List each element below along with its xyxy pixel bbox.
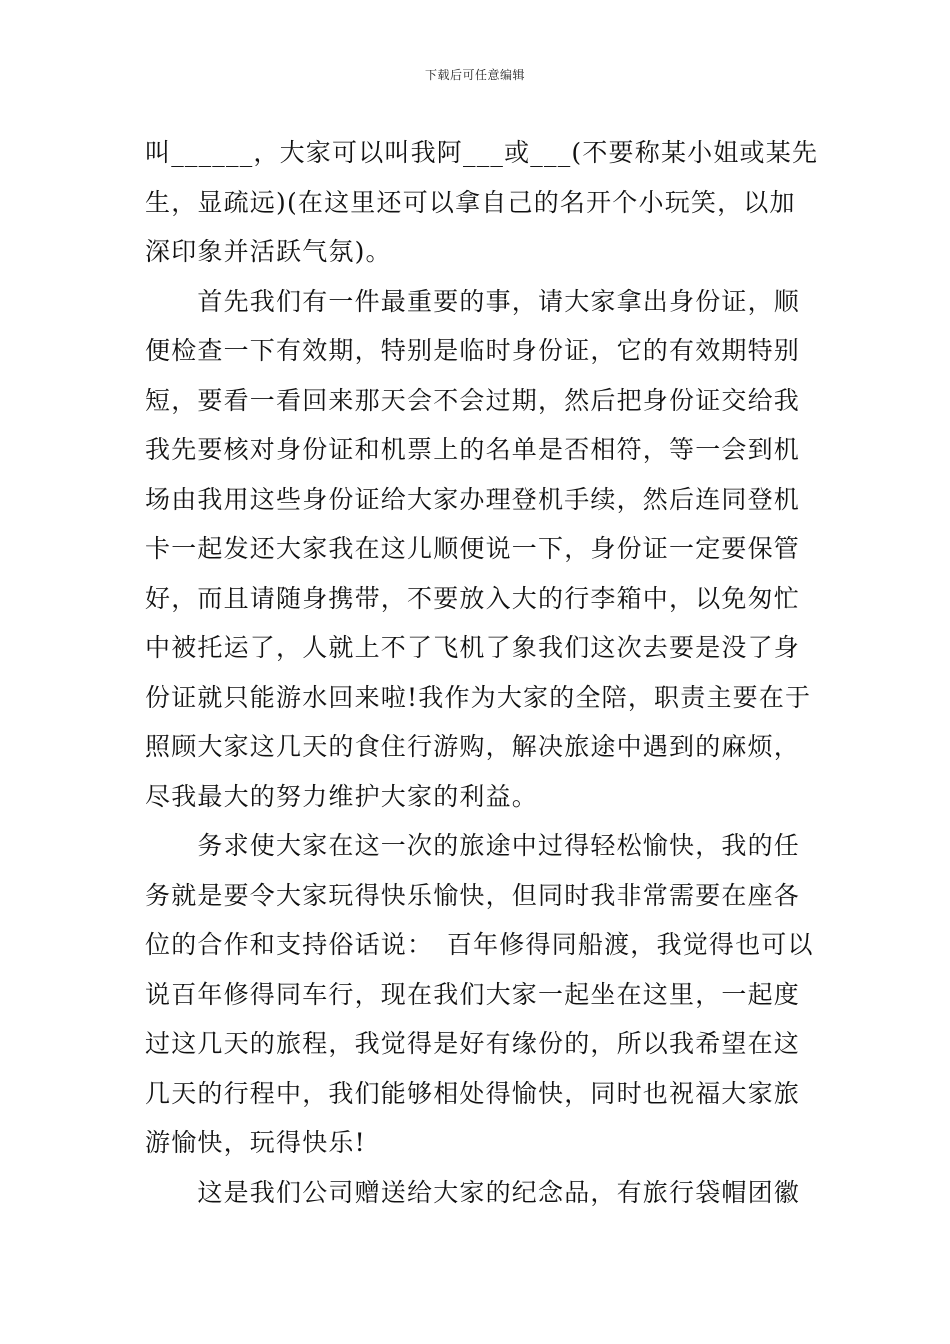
text-line: 卡一起发还大家我在这儿顺便说一下，身份证一定要保管 <box>145 534 801 563</box>
paragraph-intro <box>145 128 819 277</box>
text-line: 过这几天的旅程，我觉得是好有缘份的，所以我希望在这 <box>145 1029 801 1058</box>
text-line: 场由我用这些身份证给大家办理登机手续，然后连同登机 <box>145 484 801 514</box>
text-line: 游愉快，玩得快乐! <box>145 1128 366 1157</box>
text-line: 短，要看一看回来那天会不会过期，然后把身份证交给我 <box>145 385 801 415</box>
text-line: 务求使大家在这一次的旅途中过得轻松愉快，我的任 <box>145 831 801 860</box>
text-line: 生，显疏远)(在这里还可以拿自己的名开个小玩笑，以加 <box>145 187 796 217</box>
text-line: 尽我最大的努力维护大家的利益。 <box>145 781 539 811</box>
text-line: 叫______，大家可以叫我阿___或___(不要称某小姐或某先 <box>145 138 819 167</box>
text-line: 我先要核对身份证和机票上的名单是否相符，等一会到机 <box>145 435 801 464</box>
text-line: 份证就只能游水回来啦!我作为大家的全陪，职责主要在于 <box>145 682 812 712</box>
text-line: 中被托运了，人就上不了飞机了象我们这次去要是没了身 <box>145 633 801 662</box>
text-line: 位的合作和支持俗话说： 百年修得同船渡，我觉得也可以 <box>145 930 814 959</box>
text-line: 照顾大家这几天的食住行游购，解决旅途中遇到的麻烦， <box>145 732 801 761</box>
paragraph-wishes <box>145 821 814 1168</box>
document-body <box>145 128 819 1217</box>
paragraph-id-card <box>145 277 812 822</box>
text-line: 几天的行程中，我们能够相处得愉快，同时也祝福大家旅 <box>145 1078 801 1108</box>
text-line: 好，而且请随身携带，不要放入大的行李箱中，以免匆忙 <box>145 583 801 613</box>
text-line: 首先我们有一件最重要的事，请大家拿出身份证，顺 <box>145 286 801 316</box>
paragraph-souvenirs <box>145 1168 807 1218</box>
text-line: 这是我们公司赠送给大家的纪念品，有旅行袋帽团徽 <box>145 1177 801 1207</box>
text-line: 深印象并活跃气氛)。 <box>145 237 392 266</box>
text-line: 便检查一下有效期，特别是临时身份证，它的有效期特别 <box>145 336 801 365</box>
text-line: 说百年修得同车行，现在我们大家一起坐在这里，一起度 <box>145 979 801 1009</box>
text-line: 务就是要令大家玩得快乐愉快，但同时我非常需要在座各 <box>145 880 801 910</box>
page-header: 下载后可任意编辑 <box>424 68 525 82</box>
